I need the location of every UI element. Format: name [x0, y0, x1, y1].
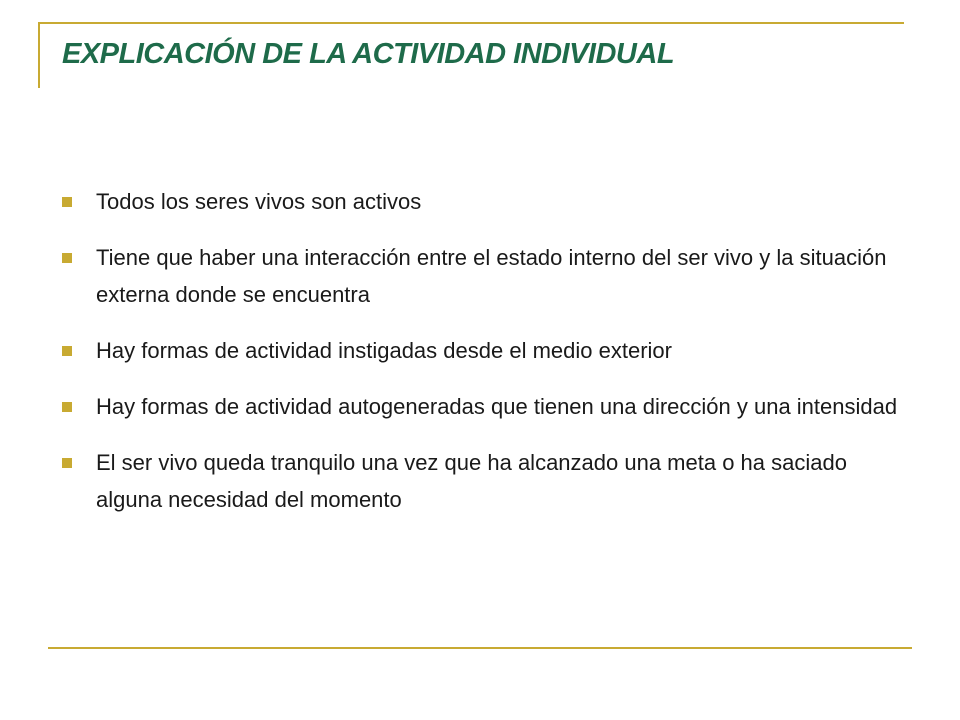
top-divider — [38, 22, 904, 24]
bullet-text: Todos los seres vivos son activos — [96, 189, 422, 214]
bullet-text: Hay formas de actividad instigadas desde el medio exterior — [96, 338, 672, 363]
slide-title: EXPLICACIÓN DE LA ACTIVIDAD INDIVIDUAL — [62, 38, 675, 70]
bullet-list — [62, 183, 902, 537]
left-divider — [38, 22, 40, 88]
bottom-divider — [48, 647, 912, 649]
bullet-text: Tiene que haber una interacción entre el estado interno del ser vivo y la situación externa donde se encuentra — [96, 245, 887, 307]
bullet-item — [62, 444, 902, 518]
bullet-text: El ser vivo queda tranquilo una vez que ha alcanzado una meta o ha saciado alguna necesidad del momento — [96, 450, 847, 512]
bullet-item — [62, 332, 902, 369]
bullet-text: Hay formas de actividad autogeneradas que tienen una dirección y una intensidad — [96, 394, 898, 419]
bullet-item — [62, 239, 902, 313]
square-bullet-icon — [62, 346, 72, 356]
bullet-item — [62, 388, 902, 425]
bullet-item — [62, 183, 902, 220]
square-bullet-icon — [62, 253, 72, 263]
square-bullet-icon — [62, 197, 72, 207]
square-bullet-icon — [62, 402, 72, 412]
square-bullet-icon — [62, 458, 72, 468]
